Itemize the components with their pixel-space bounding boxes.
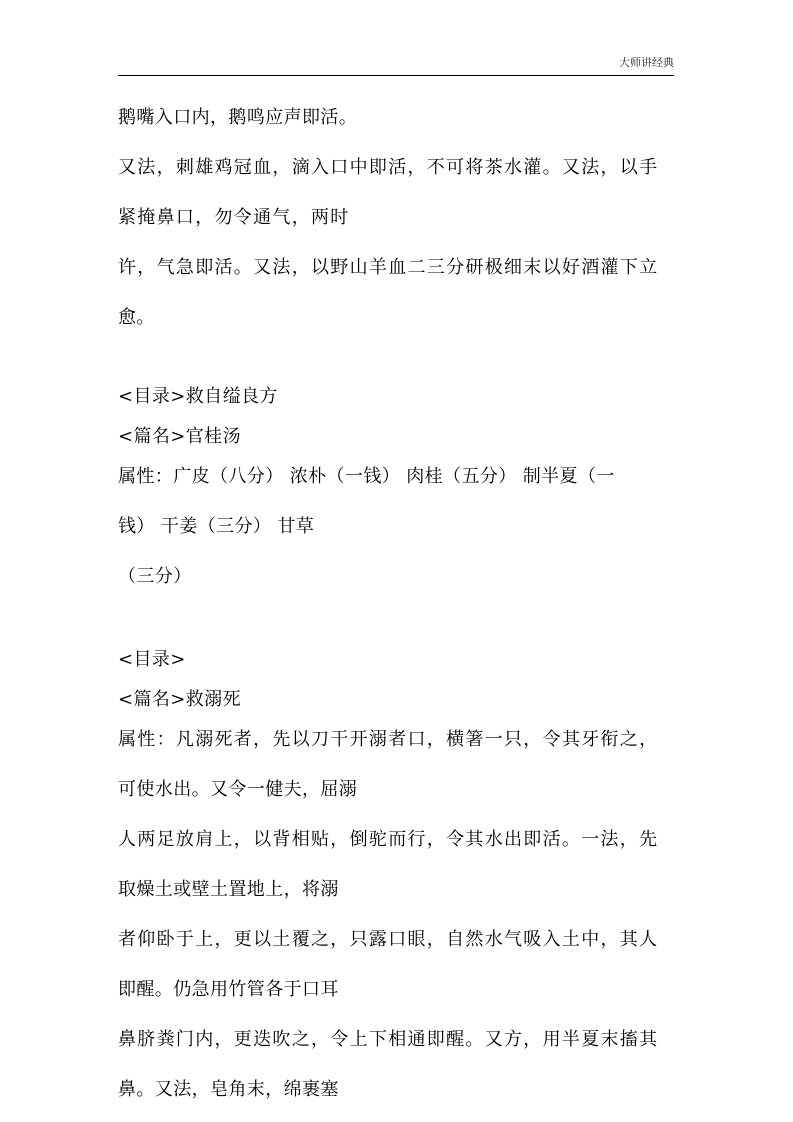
section-catalog-heading: <目录>	[118, 649, 186, 670]
text-line: 鼻脐粪门内，更迭吹之，令上下相通即醒。又方，用半夏末搐其	[118, 1029, 659, 1050]
page-header	[118, 56, 674, 76]
text-line: 又法，刺雄鸡冠血，滴入口中即活，不可将茶水灌。又法，以手	[118, 157, 659, 178]
text-line: 鹅嘴入口内，鹅鸣应声即活。	[118, 107, 358, 128]
text-line: 许，气急即活。又法，以野山羊血二三分研极细末以好酒灌下立	[118, 257, 659, 278]
text-line: 鼻。又法，皂角末，绵裹塞	[118, 1079, 339, 1100]
text-line: 人两足放肩上，以背相贴，倒驼而行，令其水出即活。一法，先	[118, 829, 659, 850]
text-line: 可使水出。又令一健夫，屈溺	[118, 779, 358, 800]
text-line: （三分）	[118, 566, 192, 587]
text-line: 取燥土或壁土置地上，将溺	[118, 879, 339, 900]
text-line: 属性：广皮（八分） 浓朴（一钱） 肉桂（五分） 制半夏（一	[118, 466, 615, 487]
text-line: 者仰卧于上，更以土覆之，只露口眼，自然水气吸入土中，其人	[118, 929, 659, 950]
text-line: 紧掩鼻口，勿令通气，两时	[118, 207, 350, 228]
text-line: 属性：凡溺死者，先以刀干开溺者口，横箸一只，令其牙衔之，	[118, 729, 659, 750]
header-label: 大师讲经典	[619, 56, 674, 69]
text-line: 即醒。仍急用竹管各于口耳	[118, 979, 339, 1000]
text-line: 愈。	[118, 307, 155, 328]
body-text	[118, 103, 684, 1104]
section-title-heading: <篇名>官桂汤	[118, 426, 241, 447]
section-title-heading: <篇名>救溺死	[118, 689, 241, 710]
section-catalog-heading: <目录>救自缢良方	[118, 386, 278, 407]
text-line: 钱） 干姜（三分） 甘草	[118, 516, 315, 537]
